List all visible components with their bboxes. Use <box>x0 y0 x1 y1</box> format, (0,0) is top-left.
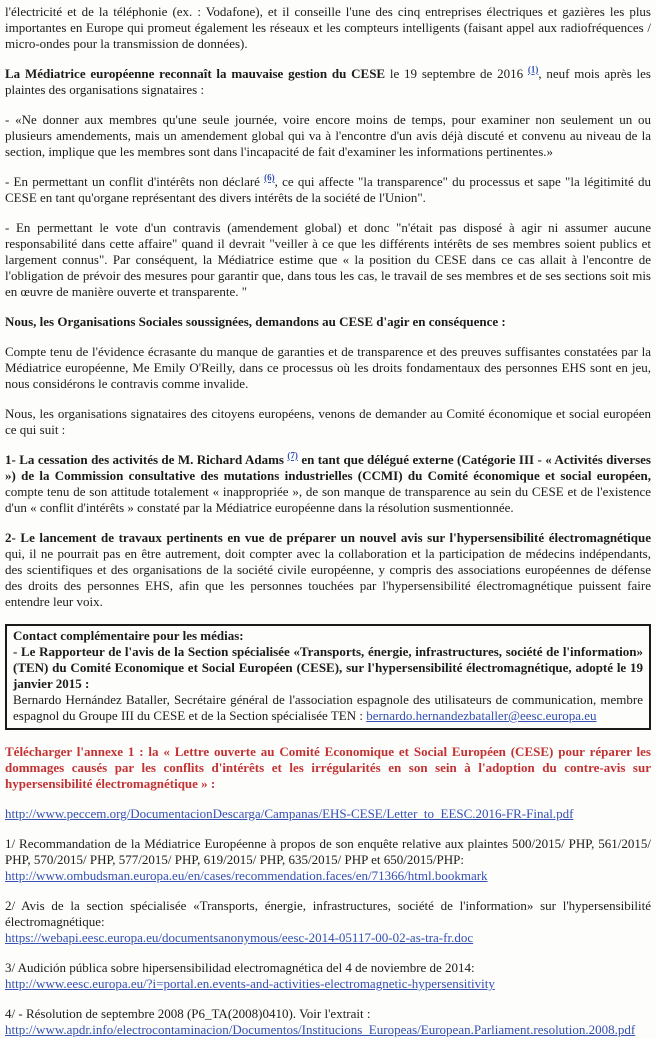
footnote-ref-6-link[interactable]: (6) <box>264 172 275 183</box>
download-annex-text: Télécharger l'annexe 1 : la « Lettre ouverte au Comité Economique et Social Européen (CESE) pour réparer les dommages causés par les conflits d'intérêts et les irrégularités en son sein à l'adoption du contre-avis sur hypersensibilité électromagnétique » : <box>5 744 651 791</box>
annex-link-line <box>5 806 651 822</box>
contact-box-title <box>13 628 643 644</box>
footnote-3-label: 3/ Audición pública sobre hipersensibilidad electromagnética del 4 de noviembre de 2014: <box>5 960 475 975</box>
item-2-bold: 2- Le lancement de travaux pertinents en vue de préparer un nouvel avis sur l'hypersensibilité électromagnétique <box>5 530 651 545</box>
download-annex-heading <box>5 744 651 792</box>
footnote-2-label: 2/ Avis de la section spécialisée «Transports, énergie, infrastructures, société de l'information» sur l'hypersensibilité électromagnétique: <box>5 898 651 929</box>
footnote-ref-1-link[interactable]: (1) <box>527 64 539 75</box>
bullet-2-text-2: , ce qui affecte "la transparence" du processus et sape "la légitimité du CESE en tant qu'organe représentant des divers intérêts de la société de l'Union". <box>5 174 651 205</box>
demand-item-1 <box>5 452 651 516</box>
contact-email-link[interactable]: bernardo.hernandezbataller@eesc.europa.eu <box>366 708 597 723</box>
footnote-1-label: 1/ Recommandation de la Médiatrice Européenne à propos de son enquête relative aux plaintes 500/2015/ PHP, 561/2015/ PHP, 570/2015/ PHP, 577/2015/ PHP, 619/2015/ PHP, 635/2015/ PHP et 650/2015/PHP: <box>5 836 651 867</box>
footnote-4-label: 4/ - Résolution de septembre 2008 (P6_TA(2008)0410). Voir l'extrait : <box>5 1006 371 1021</box>
footnote-4-link[interactable]: http://www.apdr.info/electrocontaminacion/Documentos/Institucions_Europeas/European.Parliament.resolution.2008.pdf <box>5 1022 636 1037</box>
footnote-2 <box>5 898 651 946</box>
paragraph-nous-signataires <box>5 406 651 438</box>
footnote-1-link-line <box>5 868 651 884</box>
paragraph-intro <box>5 4 651 52</box>
footnote-ref-7-link[interactable]: (7) <box>287 450 298 461</box>
item-2-normal: qui, il ne pourrait pas en être autrement, doit compter avec la collaboration et la participation de médecins indépendants, des scientifiques et des organisations de la société civile européenne, y compris des associations européennes de défense des droits des personnes EHS, afin que les personnes touchées par l'hypersensibilité électromagnétique puissent faire entendre leur voix. <box>5 546 651 609</box>
item-1-bold-2: en tant que délégué externe (Catégorie III - « Activités diverses ») de la Commission consultative des mutations industrielles (CCMI) du Comité économique et social européen, <box>5 452 651 483</box>
footnote-2-link-line <box>5 930 651 946</box>
contact-title-text: Contact complémentaire pour les médias: <box>13 628 244 643</box>
bullet-2-text-1: - En permettant un conflit d'intérêts non déclaré <box>5 174 265 189</box>
contact-rapporteur-line <box>13 644 643 692</box>
item-1-normal: compte tenu de son attitude totalement « inappropriée », de son manque de transparence au sein du CESE et de l'existence d'un « conflit d'intérêts » constaté par la Médiatrice européenne dans la résolution susmentionnée. <box>5 484 651 515</box>
footnote-3-link[interactable]: http://www.eesc.europa.eu/?i=portal.en.events-and-activities-electromagnetic-hypersensitivity <box>5 976 495 991</box>
bullet-quote-3 <box>5 220 651 300</box>
footnote-4-text <box>5 1006 651 1022</box>
footnote-3-link-line <box>5 976 651 992</box>
footnote-1-link[interactable]: http://www.ombudsman.europa.eu/en/cases/recommendation.faces/en/71366/html.bookmark <box>5 868 488 883</box>
intro-text: l'électricité et de la téléphonie (ex. : Vodafone), et il conseille l'une des cinq entreprises électriques et gazières les plus importantes en Europe qui promeut également les réseaux et les compteurs intelligents (faisant appel aux radiofréquences / micro-ondes pour la transmission de données). <box>5 4 651 51</box>
footnote-4 <box>5 1006 651 1038</box>
compte-tenu-text: Compte tenu de l'évidence écrasante du manque de garanties et de transparence et des preuves suffisantes constatées par la Médiatrice européenne, Me Emily O'Reilly, dans ce processus où les droits fondamentaux des personnes EHS sont en jeu, nous considérons le contravis comme invalide. <box>5 344 651 391</box>
contact-person-line <box>13 692 643 724</box>
contact-person-text: Bernardo Hernández Bataller, Secrétaire général de l'association espagnole des utilisateurs de communication, membre espagnol du Groupe III du CESE et de la Section spécialisée TEN : <box>13 692 643 723</box>
bullet-quote-1 <box>5 112 651 160</box>
bullet-1-text: - «Ne donner aux membres qu'une seule journée, voire encore moins de temps, pour examiner non seulement un ou plusieurs amendements, mais un amendement global qui va à l'encontre d'un avis déjà discuté et convenu au niveau de la section, implique que les membres sont dans l'incapacité de fait d'examiner les informations pertinentes.» <box>5 112 651 159</box>
mediatrice-bold-text: La Médiatrice européenne reconnaît la mauvaise gestion du CESE <box>5 66 386 81</box>
footnote-2-link[interactable]: https://webapi.eesc.europa.eu/documentsanonymous/eesc-2014-05117-00-02-as-tra-fr.doc <box>5 930 474 945</box>
footnote-2-text <box>5 898 651 930</box>
demand-heading-text: Nous, les Organisations Sociales soussignées, demandons au CESE d'agir en conséquence : <box>5 314 506 329</box>
paragraph-compte-tenu <box>5 344 651 392</box>
contact-rapporteur-text: - Le Rapporteur de l'avis de la Section spécialisée «Transports, énergie, infrastructures, société de l'information» (TEN) du Comité Economique et Social Européen (CESE), sur l'hypersensibilité électromagnétique, adopté le 19 janvier 2015 : <box>13 644 643 691</box>
paragraph-mediatrice <box>5 66 651 98</box>
annex-pdf-link[interactable]: http://www.peccem.org/DocumentacionDescarga/Campanas/EHS-CESE/Letter_to_EESC.2016-FR-Final.pdf <box>5 806 574 821</box>
media-contact-box <box>5 624 651 730</box>
footnote-1-text <box>5 836 651 868</box>
footnote-4-link-line <box>5 1022 651 1038</box>
mediatrice-text-1: le 19 septembre de 2016 <box>385 66 528 81</box>
demand-item-2 <box>5 530 651 610</box>
bullet-3-text: - En permettant le vote d'un contravis (amendement global) et donc "n'était pas disposé à agir ni assumer aucune responsabilité dans cette affaire" quand il devrait "veiller à ce que les différents intérêts de ses membres soient publics et largement connus". Par conséquent, la Médiatrice estime que « la position du CESE dans ce cas allait à l'encontre de l'obligation de prévoir des mesures pour garantir que, dans tous les cas, le travail de ses membres et de ses sections soit mis en œuvre de manière ouverte et transparente. " <box>5 220 651 299</box>
nous-signataires-text: Nous, les organisations signataires des citoyens européens, venons de demander au Comité économique et social européen ce qui suit : <box>5 406 651 437</box>
mediatrice-text-2: , neuf mois après les plaintes des organisations signataires : <box>5 66 651 97</box>
footnote-3 <box>5 960 651 992</box>
footnote-3-text <box>5 960 651 976</box>
demand-heading <box>5 314 651 330</box>
footnote-1 <box>5 836 651 884</box>
bullet-quote-2 <box>5 174 651 206</box>
item-1-bold-1: 1- La cessation des activités de M. Richard Adams <box>5 452 288 467</box>
